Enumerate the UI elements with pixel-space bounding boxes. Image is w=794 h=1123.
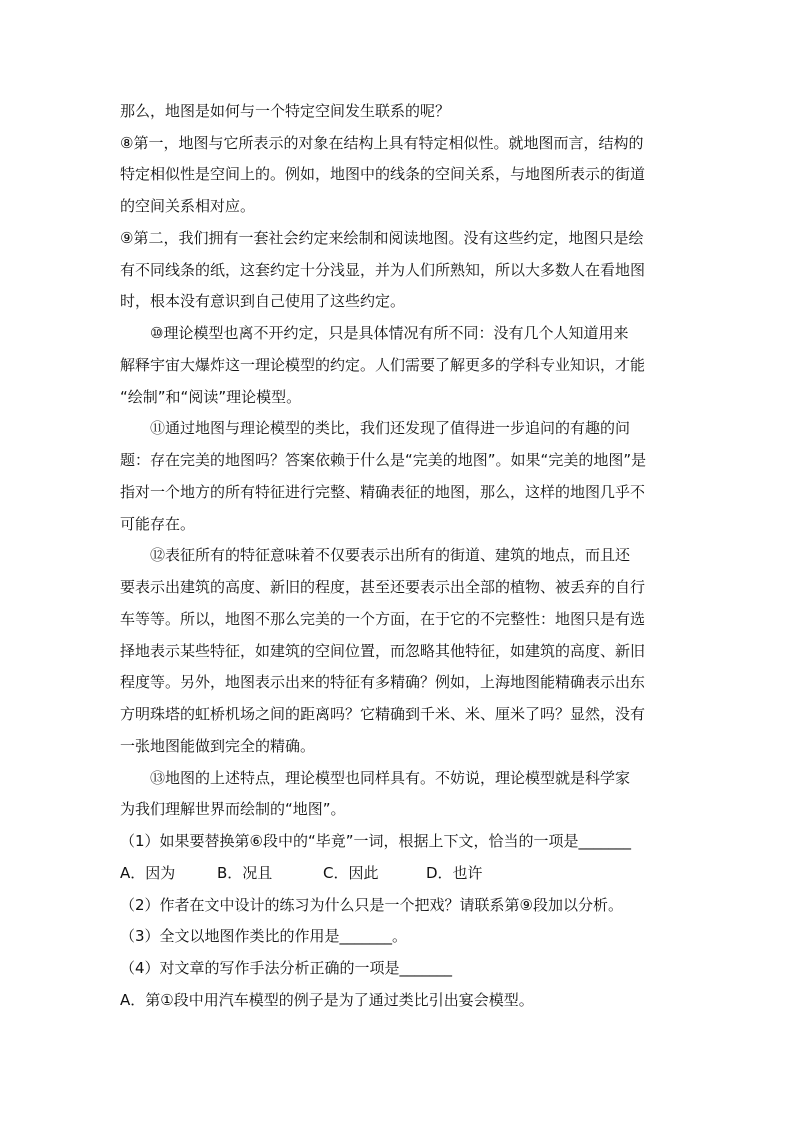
text-line: 要表示出建筑的高度、新旧的程度，甚至还要表示出全部的植物、被丢弃的自行 xyxy=(120,578,646,596)
question-3: （3）全文以地图作类比的作用是_______。 xyxy=(120,927,408,945)
text-line: 时，根本没有意识到自己使用了这些约定。 xyxy=(120,292,406,310)
text-line: 可能存在。 xyxy=(120,515,196,533)
text-line: 方明珠塔的虹桥机场之间的距离吗？它精确到千米、米、厘米了吗？显然，没有 xyxy=(120,705,646,723)
paragraph-10: ⑩理论模型也离不开约定，只是具体情况有所不同：没有几个人知道用来 xyxy=(150,324,629,342)
question-4: （4）对文章的写作手法分析正确的一项是_______ xyxy=(120,959,453,977)
question-4-option-a: A．第①段中用汽车模型的例子是为了通过类比引出宴会模型。 xyxy=(120,991,534,1009)
text-line: 指对一个地方的所有特征进行完整、精确表征的地图，那么，这样的地图几乎不 xyxy=(120,483,646,501)
text-line: 解释宇宙大爆炸这一理论模型的约定。人们需要了解更多的学科专业知识，才能 xyxy=(120,356,646,374)
text-line: 特定相似性是空间上的。例如，地图中的线条的空间关系，与地图所表示的街道 xyxy=(120,165,646,183)
paragraph-8: ⑧第一，地图与它所表示的对象在结构上具有特定相似性。就地图而言，结构的 xyxy=(120,134,644,152)
text-line: 那么，地图是如何与一个特定空间发生联系的呢？ xyxy=(120,102,451,120)
option-c: C．因此 xyxy=(323,864,379,882)
question-2: （2）作者在文中设计的练习为什么只是一个把戏？请联系第⑨段加以分析。 xyxy=(120,896,623,914)
text-line: 择地表示某些特征，如建筑的空间位置，而忽略其他特征，如建筑的高度、新旧 xyxy=(120,642,646,660)
paragraph-11: ⑪通过地图与理论模型的类比，我们还发现了值得进一步追问的有趣的问 xyxy=(150,419,631,437)
text-line: 的空间关系相对应。 xyxy=(120,197,256,215)
question-1-options xyxy=(120,863,680,883)
paragraph-12: ⑫表征所有的特征意味着不仅要表示出所有的街道、建筑的地点，而且还 xyxy=(150,546,631,564)
text-line: 程度等。另外，地图表示出来的特征有多精确？例如，上海地图能精确表示出东 xyxy=(120,673,646,691)
text-line: “绘制”和“阅读”理论模型。 xyxy=(120,388,302,406)
text-line: 题：存在完美的地图吗？答案依赖于什么是“完美的地图”。如果“完美的地图”是 xyxy=(120,451,647,469)
text-line: 有不同线条的纸，这套约定十分浅显，并为人们所熟知，所以大多数人在看地图 xyxy=(120,261,646,279)
question-1: （1）如果要替换第⑥段中的“毕竟”一词，根据上下文，恰当的一项是_______ xyxy=(120,832,632,850)
option-a: A．因为 xyxy=(120,864,176,882)
text-line: 为我们理解世界而绘制的“地图”。 xyxy=(120,800,346,818)
paragraph-13: ⑬地图的上述特点，理论模型也同样具有。不妨说，理论模型就是科学家 xyxy=(150,769,631,787)
option-b: B．况且 xyxy=(217,864,273,882)
text-line: 车等等。所以，地图不那么完美的一个方面，在于它的不完整性：地图只是有选 xyxy=(120,610,646,628)
option-d: D．也许 xyxy=(426,864,483,882)
text-line: 一张地图能做到完全的精确。 xyxy=(120,737,316,755)
paragraph-9: ⑨第二，我们拥有一套社会约定来绘制和阅读地图。没有这些约定，地图只是绘 xyxy=(120,229,644,247)
